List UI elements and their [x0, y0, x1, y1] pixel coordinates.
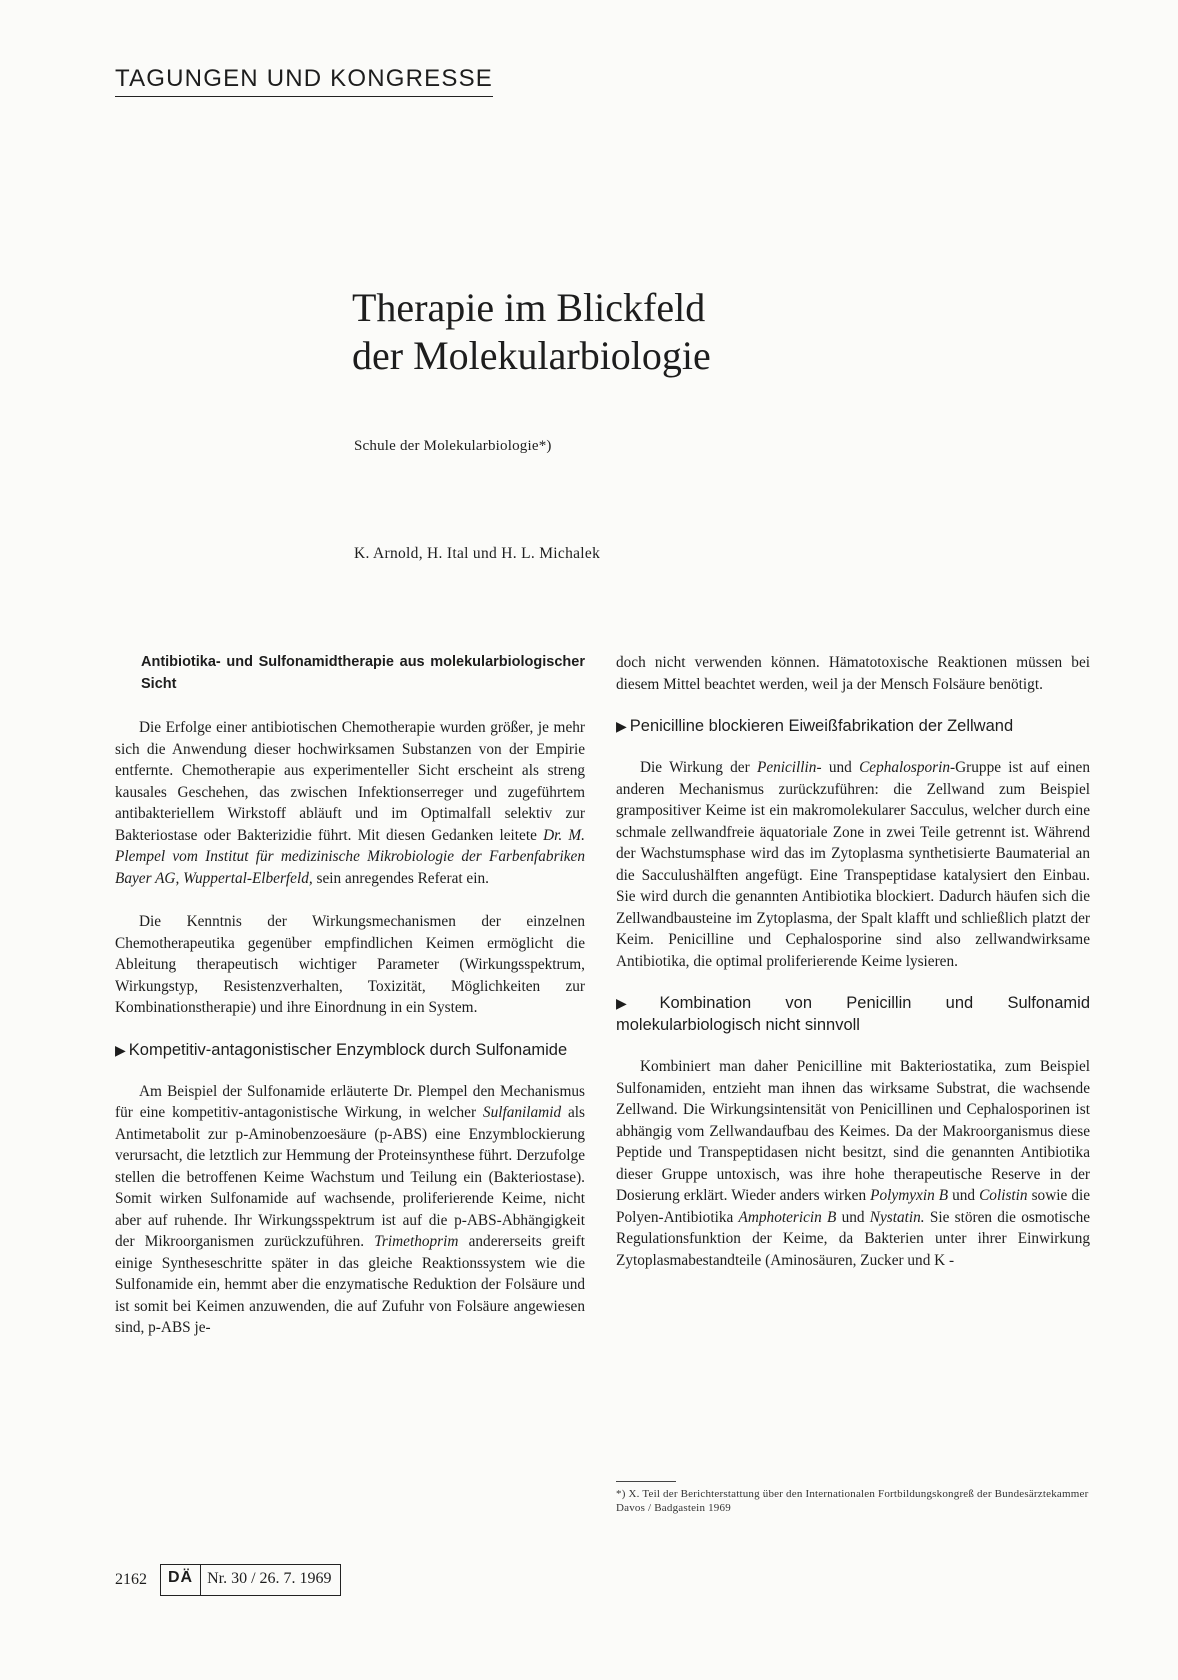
journal-issue-box	[160, 1564, 341, 1596]
title-line-1: Therapie im Blickfeld	[352, 285, 706, 330]
footnote: *) X. Teil der Berichterstattung über den Internationalen Fortbildungskongreß der Bundesärztekammer Davos / Badgastein 1969	[616, 1488, 1089, 1514]
title-line-2: der Molekularbiologie	[352, 333, 711, 378]
italic-attribution: Dr. M. Plempel vom Institut für medizinische Mikrobiologie der Farbenfabriken Bayer AG, Wuppertal-Elberfeld,	[115, 826, 585, 887]
subheading-sulfonamide: ▶ Kompetitiv-antagonistischer Enzymblock durch Sulfonamide	[115, 1040, 568, 1059]
paragraph-intro: Die Erfolge einer antibiotischen Chemotherapie wurden größer, je mehr sich die Anwendung dieser hochwirksamen Substanzen von der Empirie entfernte. Chemotherapie aus experimenteller Sicht erscheint als streng kausales Geschehen, das zwischen Infektionserreger und zugeführtem antibakteriellem Wirkstoff abläuft und im Optimalfall selektiv zur Bakteriostase oder Bakterizidie führt. Mit diesen Gedanken leitete Dr. M. Plempel vom Institut für medizinische Mikrobiologie der Farbenfabriken Bayer AG, Wuppertal-Elberfeld, sein anregendes Referat ein.	[115, 719, 585, 887]
journal-logo: DÄ	[161, 1565, 201, 1595]
lead-heading: Antibiotika- und Sulfonamidtherapie aus molekularbiologischer Sicht	[141, 654, 585, 692]
right-column	[616, 652, 1090, 1271]
triangle-bullet-icon: ▶	[616, 718, 627, 734]
paragraph-penicillin: Die Wirkung der Penicillin- und Cephalosporin-Gruppe ist auf einen anderen Mechanismus zurückzuführen: die Zellwand zum Beispiel grampositiver Keime ist ein makromolekularer Sacculus, welcher durch eine schmale zellwandfreie äquatoriale Zone in zwei Teile getrennt ist. Während der Wachstumsphase wird das im Zytoplasma synthetisierte Baumaterial an die Sacculushälften angefügt. Eine Transpeptidase katalysiert den Einbau. Sie wird durch die genannten Antibiotika blockiert. Dadurch häufen sich die Zellwandbausteine im Zytoplasma, der Spalt klafft und schließlich platzt der Keim. Penicilline und Cephalosporine sind also zellwandwirksame Antibiotika, die optimal proliferierende Keime lysieren.	[616, 759, 1090, 970]
triangle-bullet-icon: ▶	[115, 1041, 126, 1058]
triangle-bullet-icon: ▶	[616, 995, 657, 1011]
paragraph-continuation: doch nicht verwenden können. Hämatotoxische Reaktionen müssen bei diesem Mittel beachtet werden, weil ja der Mensch Folsäure benötigt.	[616, 654, 1090, 693]
footnote-rule	[616, 1481, 676, 1482]
left-column	[115, 652, 585, 1339]
paragraph-combination: Kombiniert man daher Penicilline mit Bakteriostatika, zum Beispiel Sulfonamiden, entzieht man ihnen das wirksame Substrat, die wachsende Zellwand. Die Wirkungsintensität von Penicillinen und Cephalosporinen ist abhängig vom Zellwandaufbau des Keimes. Da der Makroorganismus diese Peptide und Transpeptidasen nicht besitzt, sind die genannten Antibiotika dieser Gruppe untoxisch, was ihre hohe therapeutische Reserve in der Dosierung erklärt. Wieder anders wirken Polymyxin B und Colistin sowie die Polyen-Antibiotika Amphotericin B und Nystatin. Sie stören die osmotische Regulationsfunktion der Keime, da Bakterien unter ihrer Einwirkung Zytoplasmabestandteile (Aminosäuren, Zucker und K -	[616, 1058, 1091, 1269]
subheading-penicillin: ▶ Penicilline blockieren Eiweißfabrikation der Zellwand	[616, 717, 1014, 735]
page-number: 2162	[115, 1571, 147, 1588]
article-subtitle: Schule der Molekularbiologie*)	[354, 438, 552, 454]
paragraph-sulfonamide: Am Beispiel der Sulfonamide erläuterte Dr. Plempel den Mechanismus für eine kompetitiv-antagonistische Wirkung, in welcher Sulfanilamid als Antimetabolit zur p-Aminobenzoesäure (p-ABS) eine Enzymblockierung verursacht, die letztlich zur Hemmung der Proteinsynthese führt. Derzufolge stellen die betroffenen Keime Wachstum und Teilung ein (Bakteriostase). Somit wirken Sulfonamide auf wachsende, proliferierende Keime, nicht aber auf ruhende. Ihr Wirkungsspektrum ist auf die p-ABS-Abhängigkeit der Mikroorganismen zurückzuführen. Trimethoprim andererseits greift einige Syntheseschritte später in das gleiche Reaktionssystem wie die Sulfonamide ein, hemmt aber die enzymatische Reduktion der Folsäure und ist somit bei Keimen anzuwenden, die auf Zufuhr von Folsäure angewiesen sind, p-ABS je-	[115, 1082, 585, 1336]
paragraph-mechanisms: Die Kenntnis der Wirkungsmechanismen der einzelnen Chemotherapeutika gegenüber empfindlichen Keimen ermöglicht die Ableitung therapeutisch wichtiger Parameter (Wirkungsspektrum, Wirkungstyp, Resistenzverhalten, Toxizität, Möglichkeiten zur Kombinationstherapie) und ihre Einordnung in ein System.	[115, 913, 585, 1016]
article-authors: K. Arnold, H. Ital und H. L. Michalek	[354, 545, 601, 562]
section-header: TAGUNGEN UND KONGRESSE	[115, 64, 493, 97]
issue-info: Nr. 30 / 26. 7. 1969	[207, 1570, 332, 1587]
article-title	[352, 284, 711, 380]
subheading-combination: ▶ Kombination von Penicillin und Sulfonamid molekularbiologisch nicht sinnvoll	[616, 994, 1090, 1034]
